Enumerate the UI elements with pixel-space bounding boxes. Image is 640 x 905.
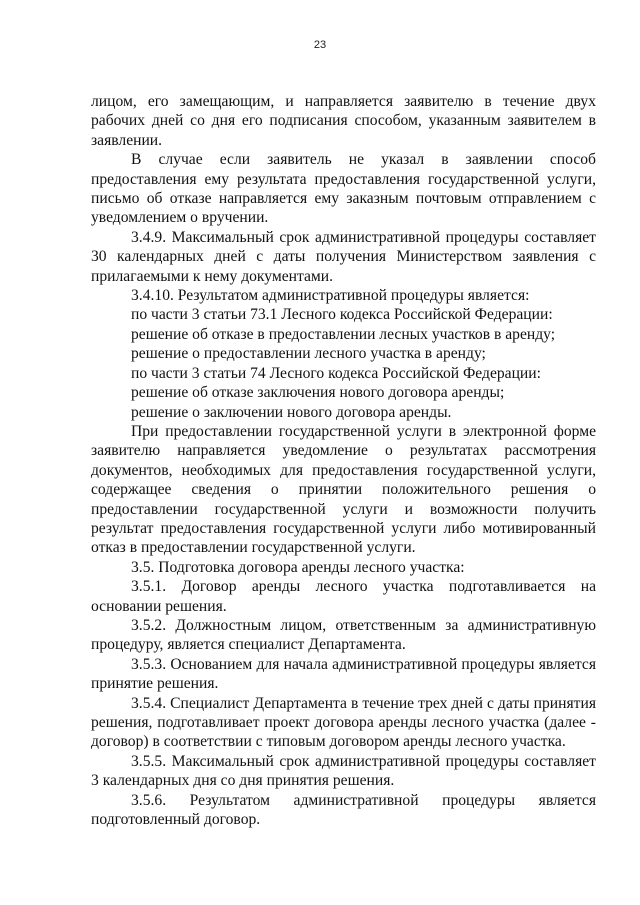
paragraph: 3.5.3. Основанием для начала административной процедуры является принятие решения. xyxy=(91,655,596,693)
paragraph: решение о заключении нового договора аренды. xyxy=(131,403,452,421)
paragraph: 3.5.6. Результатом административной процедуры является подготовленный договор. xyxy=(91,791,596,829)
paragraph: 3.4.10. Результатом административной процедуры является: xyxy=(131,287,530,305)
paragraph: решение об отказе заключения нового договора аренды; xyxy=(131,384,505,402)
paragraph: 3.5.5. Максимальный срок административной процедуры составляет 3 календарных дня со дня принятия решения. xyxy=(91,752,596,790)
paragraph: по части 3 статьи 74 Лесного кодекса Российской Федерации: xyxy=(131,364,541,382)
paragraph: 3.5. Подготовка договора аренды лесного участка: xyxy=(131,558,465,576)
paragraph: решение об отказе в предоставлении лесных участков в аренду; xyxy=(131,325,556,343)
paragraph: 3.5.1. Договор аренды лесного участка подготавливается на основании решения. xyxy=(91,578,596,615)
paragraph: 3.4.9. Максимальный срок административной процедуры составляет 30 календарных дней с даты получения Министерством заявления с прилагаемыми к нему документами. xyxy=(91,228,596,285)
paragraph: лицом, его замещающим, и направляется заявителю в течение двух рабочих дней со дня его подписания способом, указанным заявителем в заявлении. xyxy=(91,93,596,149)
page-number: 23 xyxy=(313,39,327,51)
paragraph: решение о предоставлении лесного участка в аренду; xyxy=(131,345,486,363)
document-body xyxy=(91,92,596,829)
paragraph: В случае если заявитель не указал в заявлении способ предоставления ему результата предоставления государственной услуги, письмо об отказе направляется ему заказным почтовым отправлением с уведомлением о вручении. xyxy=(91,151,596,227)
paragraph: 3.5.2. Должностным лицом, ответственным за административную процедуру, является специалист Департамента. xyxy=(91,616,596,654)
paragraph: по части 3 статьи 73.1 Лесного кодекса Российской Федерации: xyxy=(131,306,553,324)
paragraph: При предоставлении государственной услуги в электронной форме заявителю направляется уведомление о результатах рассмотрения документов, необходимых для предоставления государственной услуги, содержащее сведения о принятии положительного решения о предоставлении государственной услуги и возможности получить результат предоставления государственной услуги либо мотивированный отказ в предоставлении государственной услуги. xyxy=(91,422,596,557)
paragraph: 3.5.4. Специалист Департамента в течение трех дней с даты принятия решения, подготавливает проект договора аренды лесного участка (далее - договор) в соответствии с типовым договором аренды лесного участка. xyxy=(91,694,596,751)
